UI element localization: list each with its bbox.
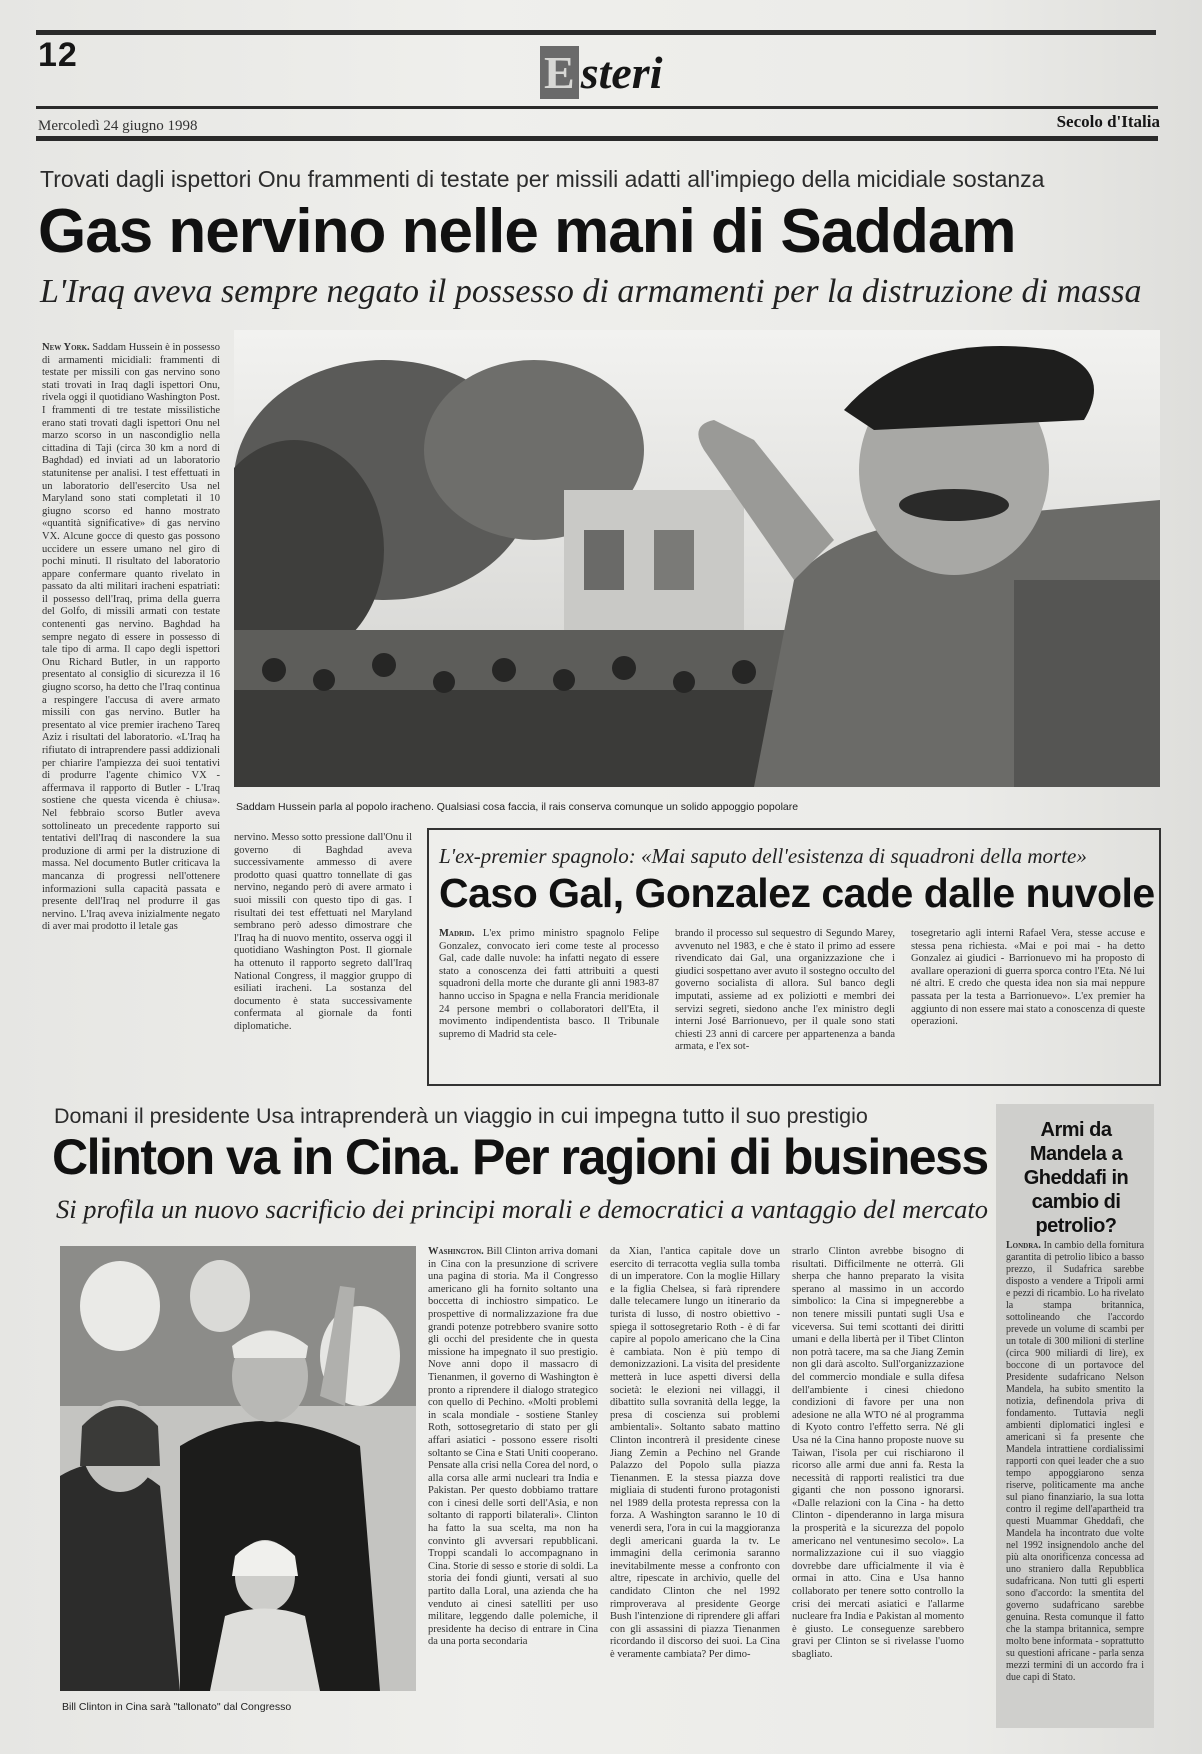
section-title xyxy=(540,46,662,99)
story1-headline: Gas nervino nelle mani di Saddam xyxy=(38,197,1016,266)
masthead-rule-upper xyxy=(36,106,1158,109)
section-initial: E xyxy=(540,46,579,99)
story3-col1-text: Bill Clinton arriva domani in Cina con la presunzione di scrivere una pagina di storia. Ma il Congresso americano gli ha fornito soltanto una boccetta di inchiostro simpatico. Le prospettive di normalizzazione fra due grandi potenze potrebbero svanire sotto gli occhi del presidente che in questa missione ha impegnato il suo prestigio. Nove anni dopo il massacro di Tienanmen, il governo di Washington è pronto a riprendere il dialogo strategico con quello di Pechino. «Molti problemi in scala mondiale - sostiene Stanley Roth, sottosegretario di stato per gli affari asiatici - possono essere risolti soltanto se Cina e Stati Uniti cooperano. Pensate alla crisi nella Corea del nord, o alla corsa alle armi nucleari tra India e Pakistan. Per questo dobbiamo trattare con i cinesi delle sorti dell'Asia, e non soltanto di rapporti bilaterali». Clinton ha fatto la sua scelta, ma non ha convinto gli avversari repubblicani. Troppi scandali lo accompagnano in Cina. Storie di sesso e storie di soldi. La storia dei fondi giunti, versati al suo partito dalla Loral, una azienda che ha venduto ai cinesi satelliti per uso militare, leggendo dalle polemiche, il presidente ha deciso di entrare in Cina da una porta secondaria xyxy=(428,1246,598,1648)
gonzalez-box xyxy=(427,828,1161,1086)
story3-headline: Clinton va in Cina. Per ragioni di business xyxy=(52,1129,988,1185)
story1-deck: L'Iraq aveva sempre negato il possesso di armamenti per la distruzione di massa xyxy=(40,273,1142,310)
story1-col1-text: Saddam Hussein è in possesso di armamenti micidiali: frammenti di testate per missili con gas nervino sono stati trovati in Iraq dagli ispettori Onu, rivela oggi il quotidiano Washington Post. I frammenti di tre testate missilistiche erano stati trovati dagli ispettori Onu nel marzo scorso in un nascondiglio nella cittadina di Taji (circa 30 km a nord di Baghdad) ed inviati ad un laboratorio statunitense per analisi. I test effettuati in un laboratorio dell'esercito Usa nel Maryland sono stati completati il 10 giugno scorso ed hanno mostrato «quantità significative» di gas nervino VX. Alcune gocce di questo gas possono uccidere un essere umano nel giro di pochi minuti. Il risultato del laboratorio appare confermare quanto rivelato in passato da alti militari iracheni espatriati: il possesso dell'Iraq, prima della guerra del Golfo, di missili armati con testate contenenti gas nervino. Baghdad ha sempre negato di essere in possesso di tale tipo di arma. Il capo degli ispettori Onu Richard Butler, in un rapporto presentato al consiglio di sicurezza il 16 giugno scorso, ha detto che l'Iraq continua a respingere l'accusa di avere armato missili con gas nervino. Butler ha presentato al vice premier iracheno Tareq Aziz i risultati del laboratorio. «L'Iraq ha rifiutato di intraprendere passi addizionali per chiarire l'ampiezza dei suoi tentativi di produrre l'agente chimico VX - affermava il rapporto di Butler - L'Iraq sostiene che questa vicenda è chiusa». Nel febbraio scorso Butler aveva sottolineato un precedente rapporto sui tentativi dell'Iraq di nascondere la sua produzione di armi per la distruzione di massa. Nel documento Butler criticava la mancanza di progressi nell'ottenere informazioni sulla capacità passata e presente dell'Iraq nel produrre il gas nervino. L'Iraq aveva inizialmente negato di aver mai prodotto il letale gas xyxy=(42,342,220,933)
top-rule xyxy=(36,30,1156,35)
sidebar-text xyxy=(1006,1240,1144,1720)
story1-dateline: New York. xyxy=(42,342,90,353)
saddam-photo-caption: Saddam Hussein parla al popolo iracheno. Qualsiasi cosa faccia, il rais conserva comunque un solido appoggio popolare xyxy=(236,801,799,813)
sidebar-body: In cambio della fornitura garantita di petrolio libico a basso prezzo, il Sudafrica sarebbe disposto a vendere a Tripoli armi e pezzi di ricambio. Lo ha rivelato la stampa britannica, sottolineando che l'accordo prevede un volume di scambi per un totale di 300 milioni di sterline (circa 900 miliardi di lire), ex boccone di un portavoce del Presidente sudafricano Nelson Mandela, ha subito smentito la notizia, definendola priva di fondamento. Tuttavia negli ambienti diplomatici inglesi e americani si fa presente che Mandela intrattiene cordialissimi rapporti con quei leader che a suo tempo appoggiarono senza riserve, politicamente ma anche sul piano finanziario, la sua lotta contro il regime dell'apartheid tra questi Muammar Gheddafi, che Mandela ha incontrato due volte nel 1992 insignendolo anche del più alta onorificenza concessa ad uno straniero dalla Repubblica sudafricana. Non tutti gli esperti sono d'accordo: la smentita del governo sudafricano sarebbe genuina. Resta comunque il fatto che la stampa britannica, sempre molto bene informata - soprattutto su questioni africane - parla senza mezzi termini di un accordo fra i due capi di Stato. xyxy=(1006,1240,1144,1683)
clinton-photo-caption: Bill Clinton in Cina sarà "tallonato" dal Congresso xyxy=(62,1701,292,1713)
story3-column-2: da Xian, l'antica capitale dove un esercito di terracotta veglia sulla tomba di un imperatore. Con la moglie Hillary e la figlia Chelsea, si farà riprendere dalle telecamere lungo un itinerario da turista di lusso, di nostro obiettivo - spiega il sottosegretario Roth - è di far capire al popolo americano che la Cina è cambiata. Non è più tempo di demonizzazioni. La visita del presidente metterà in luce aspetti diversi della società: le elezioni nei villaggi, il dibattito sulla sovranità della legge, la presa di coscienza sui problemi ambientali». Soltanto sabato mattino Clinton incontrerà il presidente cinese Jiang Zemin a Pechino nel Grande Palazzo del Popolo sulla piazza Tienanmen. E la stessa piazza dove migliaia di studenti furono protagonisti nel 1989 della protesta repressa con la forza. A Washington saranno le 10 di venerdì sera, l'ora in cui la maggioranza degli americani guarda la tv. Le immagini della cerimonia saranno inevitabilmente messe a confronto con altre, ripescate in archivio, quelle del candidato Clinton che nel 1992 rimproverava al presidente George Bush l'intenzione di riprendere gli affari con gli assassini di piazza Tienanmen ricordando il discorso dei suoi. La Cina è veramente cambiata? Per dimo- xyxy=(610,1246,780,1660)
paper-name: Secolo d'Italia xyxy=(1056,112,1160,131)
masthead-rule-lower xyxy=(36,136,1158,141)
story2-kicker: L'ex-premier spagnolo: «Mai saputo dell'esistenza di squadroni della morte» xyxy=(439,844,1087,868)
story2-column-3: tosegretario agli interni Rafael Vera, stesse accuse e stessa pena richiesta. «Mai e poi mai - ha detto Gonzalez ai giudici - Barrionuevo mi ha proposto di avallare operazioni di guerra sporca contro l'Eta. Né lui né altri. E credo che questa idea non sia mai neppure passata per la testa a Barrionuevo». L'ex premier ha aggiunto di non essere mai stato a conoscenza di queste operazioni. xyxy=(911,928,1145,1028)
clinton-photo xyxy=(60,1246,416,1691)
sidebar-headline: Armi da Mandela a Gheddafi in cambio di petrolio? xyxy=(1023,1119,1129,1237)
story1-column-1 xyxy=(42,342,220,1077)
issue-date: Mercoledì 24 giugno 1998 xyxy=(38,118,198,134)
story2-column-2: brando il processo sul sequestro di Segundo Marey, avvenuto nel 1983, e che è stato il primo ad essere rivendicato dai Gal, una organizzazione che i giudici sospettano aver avuto il sostegno occulto del governo socialista di allora. Sul banco degli imputati, assieme ad ex poliziotti e membri dei servizi segreti, siedono anche l'ex ministro degli interni José Barrionuevo, per il quale sono stati chiesti 23 anni di carcere per appartenenza a banda armata, e l'ex sot- xyxy=(675,928,895,1053)
story1-kicker: Trovati dagli ispettori Onu frammenti di testate per missili adatti all'impiego della micidiale sostanza xyxy=(40,166,1045,192)
saddam-photo xyxy=(234,330,1160,787)
page-number: 12 xyxy=(38,36,78,74)
sidebar-dateline: Londra. xyxy=(1006,1240,1041,1251)
story1-column-2: nervino. Messo sotto pressione dall'Onu il governo di Baghdad aveva successivamente ammesso di avere prodotto quasi quattro tonnellate di gas nervino, negando però di avere armato i suoi missili con questo tipo di gas. I risultati dei test effettuati nel Maryland sembrano però adesso dimostrare che l'Iraq ha di nuovo mentito, osserva oggi il quotidiano Washington Post. Il giornale ha ottenuto il rapporto segreto dall'Iraq National Congress, il maggior gruppo di esiliati iracheni. La sostanza del documento è stata successivamente confermata al giornale da fonti diplomatiche. xyxy=(234,832,412,1032)
story2-dateline: Madrid. xyxy=(439,928,475,939)
section-rest: steri xyxy=(580,47,663,98)
saddam-photo-image xyxy=(234,330,1160,787)
story2-column-1 xyxy=(439,928,659,1078)
story3-deck: Si profila un nuovo sacrificio dei principi morali e democratici a vantaggio del mercato xyxy=(56,1194,989,1224)
mandela-sidebar xyxy=(996,1104,1154,1728)
story2-headline: Caso Gal, Gonzalez cade dalle nuvole xyxy=(439,870,1155,916)
story3-kicker: Domani il presidente Usa intraprenderà un viaggio in cui impegna tutto il suo prestigio xyxy=(54,1104,868,1128)
story3-column-3: strarlo Clinton avrebbe bisogno di risultati. Difficilmente ne otterrà. Gli sherpa che hanno preparato la visita sperano al massimo in un accordo simbolico: la Cina si impegnerebbe a non tenere missili puntati sugli Usa e viceversa. Sui temi scottanti dei diritti umani e della libertà per il Tibet Clinton non potrà tacere, ma sa che Jiang Zemin non gli darà ascolto. Sull'organizzazione del commercio mondiale e sulla difesa dell'ambiente i cinesi chiedono condizioni di favore per una non adesione ne alla WTO né al programma di Kyoto contro l'effetto serra. Né gli Usa né la Cina hanno proposte nuove su Taiwan, l'isola per cui rischiarono il ricorso alle armi due anni fa. Resta la necessità di rapporti realistici tra due giganti che non possono ignorarsi. «Dalle relazioni con la Cina - ha detto Clinton - dipenderanno in larga misura la prosperità e la sicurezza del popolo americano nel ventunesimo secolo». La normalizzazione cui il suo viaggio dovrebbe dare ufficialmente il via è ormai in atto. Cina e Usa hanno collaborato per tenere sotto controllo la crisi dei mercati asiatici e l'allarme nucleare fra India e Pakistan al momento è giusto. Le conseguenze sarebbero gravi per Clinton se si rivelasse l'uomo sbagliato. xyxy=(792,1246,964,1660)
story2-col1-text: L'ex primo ministro spagnolo Felipe Gonzalez, convocato ieri come teste al processo Gal, cade dalle nuvole: ha infatti negato di essere stato a conoscenza dei fatti attribuiti a questi squadroni della morte che durante gli anni 1983-87 hanno ucciso in Spagna e nella Francia meridionale 24 persone membri o collaboratori dell'Eta, il movimento indipendentista basco. Il Tribunale supremo di Madrid sta cele- xyxy=(439,928,659,1040)
story3-column-1 xyxy=(428,1246,598,1728)
clinton-photo-image xyxy=(60,1246,416,1691)
story3-dateline: Washington. xyxy=(428,1246,484,1257)
